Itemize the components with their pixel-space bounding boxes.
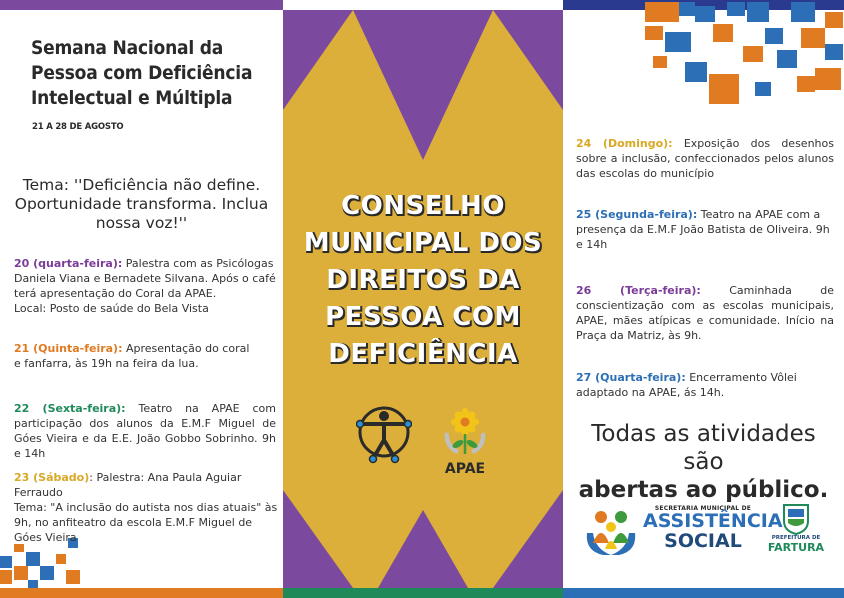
- event-extra: Tema: "A inclusão do autista nos dias atuais" às 9h, no anfiteatro da escola E.M.F Miguel de Góes Vieira: [14, 501, 278, 544]
- logo-secretaria-assistencia: ASSISTÊNCIA: [643, 510, 783, 532]
- event-text: Teatro na APAE com participação dos alunos da E.M.F Miguel de Góes Vieira e da E.E. João Gobbo Sobrinho. 9h e 14h: [14, 402, 276, 460]
- event-text: Palestra com as Psicólogas Daniela Viana e Bernadete Silvana. Após o café terá apresentação do Coral da APAE.: [14, 257, 276, 300]
- event-text: Apresentação do coral e fanfarra, às 19h na feira da lua.: [14, 342, 250, 370]
- logo-secretaria-small: SECRETARIA MUNICIPAL DE: [654, 505, 752, 512]
- event-day: 26 (Terça-feira):: [576, 284, 701, 297]
- event-day: 27 (Quarta-feira):: [576, 371, 686, 384]
- event-text: Encerramento Vôlei adaptado na APAE, ás 14h.: [576, 371, 797, 399]
- city-crest-icon: [781, 503, 811, 535]
- apae-label: APAE: [444, 461, 486, 477]
- bottom-bar-right: [563, 588, 844, 598]
- event-item-23: [14, 470, 280, 545]
- pixel-pattern-top-right: [645, 2, 844, 112]
- bottom-bar-left: [0, 588, 283, 598]
- event-text: Teatro na APAE com a presença da E.M.F João Batista de Oliveira. 9h e 14h: [576, 208, 830, 251]
- logo-prefeitura-small: PREFEITURA DE: [771, 535, 821, 541]
- event-item-26: [576, 283, 834, 343]
- top-bar-left: [0, 0, 283, 10]
- event-day: 24 (Domingo):: [576, 137, 673, 150]
- bottom-bar-center: [283, 588, 563, 598]
- prefeitura-fartura-logo: [766, 503, 826, 559]
- assistencia-social-logo: [583, 503, 783, 557]
- week-dates: 21 A 28 DE AGOSTO: [32, 122, 124, 132]
- council-title: CONSELHO MUNICIPAL DOS DIREITOS DA PESSOA COM DEFICIÊNCIA: [303, 191, 543, 369]
- event-day: 23 (Sábado): [14, 471, 90, 484]
- event-text: Exposição dos desenhos sobre a inclusão, confeccionados pelos alunos das escolas do município: [576, 137, 834, 180]
- event-item-25: [576, 207, 834, 252]
- event-item-24: [576, 136, 834, 181]
- public-activities-callout: [576, 420, 831, 504]
- accessibility-icon: [356, 402, 412, 464]
- event-item-22: [14, 401, 276, 461]
- event-item-20: [14, 256, 276, 316]
- callout-line1: Todas as atividades são: [591, 421, 816, 475]
- left-panel: [0, 0, 283, 598]
- event-day: 20 (quarta-feira):: [14, 257, 123, 270]
- center-panel: [283, 10, 563, 588]
- top-bar-center: [283, 0, 563, 10]
- theme-text: Tema: ''Deficiência não define. Oportunidade transforma. Inclua nossa voz!'': [14, 176, 269, 232]
- logo-prefeitura-name: FARTURA: [767, 541, 825, 554]
- callout-line2: abertas ao público.: [578, 477, 829, 503]
- family-hands-icon: [583, 503, 639, 557]
- event-text: : Palestra: Ana Paula Aguiar Ferraudo: [14, 471, 242, 499]
- event-text: Caminhada de conscientização com as escolas municipais, APAE, mães atípicas e comunidade. Início na Praça da Matriz, às 9h.: [576, 284, 834, 342]
- event-day: 22 (Sexta-feira):: [14, 402, 126, 415]
- week-title: Semana Nacional da Pessoa com Deficiência Intelectual e Múltipla: [31, 37, 253, 109]
- event-day: 21 (Quinta-feira):: [14, 342, 123, 355]
- event-location: Local: Posto de saúde do Bela Vista: [14, 302, 209, 315]
- logo-secretaria-social: SOCIAL: [664, 530, 742, 552]
- event-item-21: [14, 341, 254, 371]
- event-day: 25 (Segunda-feira):: [576, 208, 698, 221]
- event-item-27: [576, 370, 834, 400]
- apae-flower-logo: [439, 406, 491, 460]
